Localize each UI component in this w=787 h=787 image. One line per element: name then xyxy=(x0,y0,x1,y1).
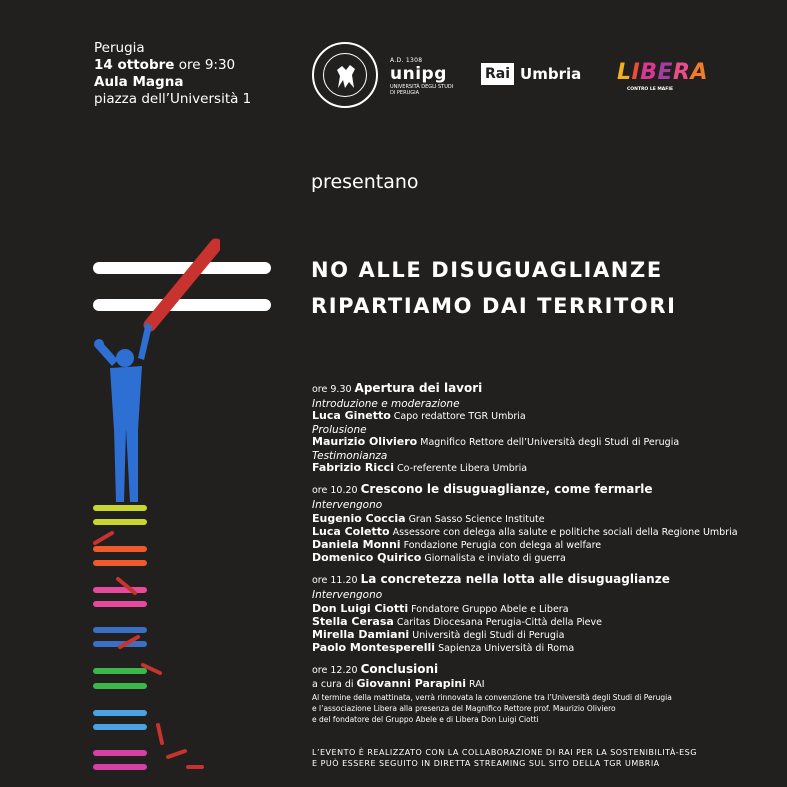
event-city: Perugia xyxy=(94,40,145,56)
speaker-row: Luca Coletto Assessore con delega alla salute e politiche sociali della Regione Umbria xyxy=(312,525,738,538)
speaker-row: Mirella Damiani Università degli Studi di Perugia xyxy=(312,628,565,641)
brush-handle xyxy=(150,245,216,325)
speaker-row: Don Luigi Ciotti Fondatore Gruppo Abele e Libera xyxy=(312,602,569,615)
event-venue: Aula Magna xyxy=(94,74,184,90)
stair-bar-yellow-1 xyxy=(93,505,147,511)
speaker-row: Paolo Montesperelli Sapienza Università di Roma xyxy=(312,641,575,654)
footer-text: L’EVENTO È REALIZZATO CON LA COLLABORAZIONE DI RAI PER LA SOSTENIBILITÀ-ESG E PUÒ ESSERE SEGUITO IN DIRETTA STREAMING SUL SITO DELLA TGR UMBRIA xyxy=(312,748,697,768)
speaker-row: Daniela Monni Fondazione Perugia con delega al welfare xyxy=(312,538,602,551)
falling-strokes xyxy=(90,525,210,775)
session-2-header: ore 10.20 Crescono le disuguaglianze, come fermarle xyxy=(312,482,653,496)
event-time: ore 9:30 xyxy=(174,57,236,73)
speaker-row: Maurizio Oliviero Magnifico Rettore dell’Università degli Studi di Perugia xyxy=(312,435,680,448)
session-3-header: ore 11.20 La concretezza nella lotta alle disuguaglianze xyxy=(312,572,670,586)
speaker-row: Eugenio Coccia Gran Sasso Science Institute xyxy=(312,512,545,525)
university-seal-logo xyxy=(312,42,378,108)
event-date-time xyxy=(94,57,251,74)
speaker-row: a cura di Giovanni Parapini RAI xyxy=(312,677,485,690)
title-line-1: NO ALLE DISUGUAGLIANZE xyxy=(311,258,663,282)
session-4-header: ore 12.20 Conclusioni xyxy=(312,662,439,676)
event-address: piazza dell’Università 1 xyxy=(94,91,252,107)
session-1-header: ore 9.30 Apertura dei lavori xyxy=(312,381,483,395)
event-info xyxy=(94,40,251,108)
person-silhouette xyxy=(94,322,152,502)
presentano-text: presentano xyxy=(311,171,419,193)
speaker-row: Stella Cerasa Caritas Diocesana Perugia-Città della Pieve xyxy=(312,615,602,628)
libera-logo: LIBERA CONTRO LE MAFIE xyxy=(617,60,709,92)
title-line-2: RIPARTIAMO DAI TERRITORI xyxy=(311,294,677,318)
closing-note: Al termine della mattinata, verrà rinnovata la convenzione tra l’Università degli Studi di Perugia e l’associazione Libera alla presenza del Magnifico Rettore prof. Maurizio Oliviero e del fondatore del Gruppo Abele e di Libera Don Luigi Ciotti xyxy=(312,693,672,724)
speaker-row: Domenico Quirico Giornalista e inviato di guerra xyxy=(312,551,566,564)
rai-umbria-logo: Rai Umbria xyxy=(481,63,581,85)
speaker-row: Fabrizio Ricci Co-referente Libera Umbria xyxy=(312,461,528,474)
griffin-icon xyxy=(334,62,358,90)
program: ore 9.30 Apertura dei lavori Introduzione e moderazione Luca Ginetto Capo redattore TGR Umbria Prolusione Maurizio Oliviero Magnifico Rettore dell’Università degli Studi di Perugia Testimonianza Fabrizio Ricci Co-referente Libera Umbria ore 10.20 Crescono le disuguaglianze, come fermarle Intervengono Eugenio Coccia Gran Sasso Science Institute Luca Coletto Assessore con delega alla salute e politiche sociali della Regione Umbria Daniela Monni Fondazione Perugia con delega al welfare Domenico Quirico Giornalista e inviato di guerra ore 11.20 La concretezza nella lotta alle disuguaglianze Intervengono Don Luigi Ciotti Fondatore Gruppo Abele e Libera Stella Cerasa Caritas Diocesana Perugia-Città della Pieve Mirella Damiani Università degli Studi di Perugia Paolo Montesperelli Sapienza Università di Roma ore 12.20 Conclusioni a cura di Giovanni Parapini RAI xyxy=(312,381,738,690)
event-date: 14 ottobre xyxy=(94,57,175,73)
unipg-logo: A.D. 1308 unipg UNIVERSITÀ DEGLI STUDI DI PERUGIA xyxy=(390,57,454,96)
speaker-row: Luca Ginetto Capo redattore TGR Umbria xyxy=(312,409,526,422)
